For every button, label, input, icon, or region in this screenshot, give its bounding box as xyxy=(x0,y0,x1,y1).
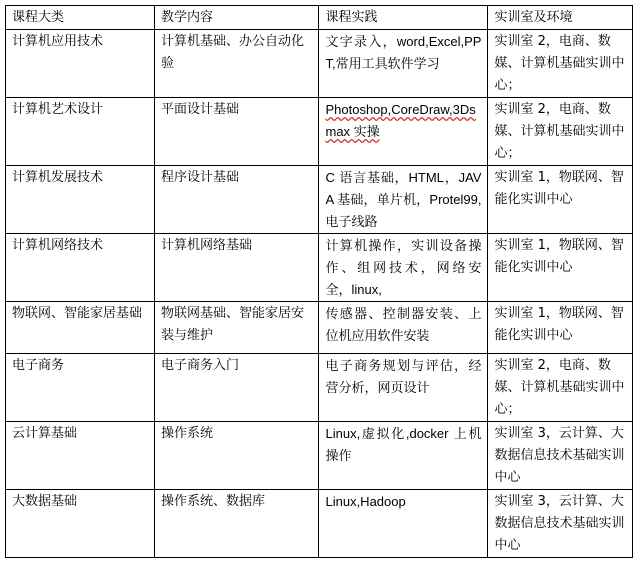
cell-content: 计算机基础、办公自动化验 xyxy=(154,30,319,98)
cell-content: 物联网基础、智能家居安装与维护 xyxy=(154,302,319,354)
course-table xyxy=(5,5,633,558)
header-cell-lab: 实训室及环境 xyxy=(488,6,633,30)
table-header-row xyxy=(6,6,633,30)
header-cell-content: 教学内容 xyxy=(154,6,319,30)
cell-practice: 传感器、控制器安装、上位机应用软件安装 xyxy=(319,302,488,354)
table-row xyxy=(6,234,633,302)
table-row xyxy=(6,354,633,422)
cell-lab: 实训室 3，云计算、大数据信息技术基础实训中心 xyxy=(488,490,633,558)
cell-content: 平面设计基础 xyxy=(154,98,319,166)
cell-practice: Linux,Hadoop xyxy=(319,490,488,558)
cell-lab: 实训室 1，物联网、智能化实训中心 xyxy=(488,166,633,234)
cell-category: 大数据基础 xyxy=(6,490,155,558)
cell-practice: Linux,虚拟化,docker 上机操作 xyxy=(319,422,488,490)
table-row xyxy=(6,422,633,490)
cell-content: 程序设计基础 xyxy=(154,166,319,234)
cell-lab: 实训室 2，电商、数媒、计算机基础实训中心； xyxy=(488,98,633,166)
cell-practice xyxy=(319,98,488,166)
cell-category: 物联网、智能家居基础 xyxy=(6,302,155,354)
cell-lab: 实训室 3，云计算、大数据信息技术基础实训中心 xyxy=(488,422,633,490)
cell-content: 操作系统 xyxy=(154,422,319,490)
header-cell-category: 课程大类 xyxy=(6,6,155,30)
cell-category: 计算机应用技术 xyxy=(6,30,155,98)
cell-practice: C 语言基础，HTML，JAVA 基础，单片机，Protel99,电子线路 xyxy=(319,166,488,234)
cell-content: 操作系统、数据库 xyxy=(154,490,319,558)
cell-practice-text: Photoshop,CoreDraw,3Dsmax 实操 xyxy=(325,102,476,139)
cell-practice: 电子商务规划与评估，经营分析，网页设计 xyxy=(319,354,488,422)
cell-practice: 计算机操作，实训设备操作、组网技术，网络安全，linux, xyxy=(319,234,488,302)
cell-category: 计算机网络技术 xyxy=(6,234,155,302)
table-row xyxy=(6,98,633,166)
cell-category: 云计算基础 xyxy=(6,422,155,490)
cell-category: 计算机艺术设计 xyxy=(6,98,155,166)
cell-category: 电子商务 xyxy=(6,354,155,422)
cell-category: 计算机发展技术 xyxy=(6,166,155,234)
table-row xyxy=(6,166,633,234)
cell-lab: 实训室 1，物联网、智能化实训中心 xyxy=(488,234,633,302)
cell-content: 电子商务入门 xyxy=(154,354,319,422)
table-row xyxy=(6,302,633,354)
cell-lab: 实训室 2，电商、数媒、计算机基础实训中心； xyxy=(488,30,633,98)
cell-lab: 实训室 2，电商、数媒、计算机基础实训中心； xyxy=(488,354,633,422)
header-cell-practice: 课程实践 xyxy=(319,6,488,30)
cell-content: 计算机网络基础 xyxy=(154,234,319,302)
table-row xyxy=(6,30,633,98)
table-row xyxy=(6,490,633,558)
cell-lab: 实训室 1，物联网、智能化实训中心 xyxy=(488,302,633,354)
cell-practice: 文字录入，word,Excel,PPT,常用工具软件学习 xyxy=(319,30,488,98)
